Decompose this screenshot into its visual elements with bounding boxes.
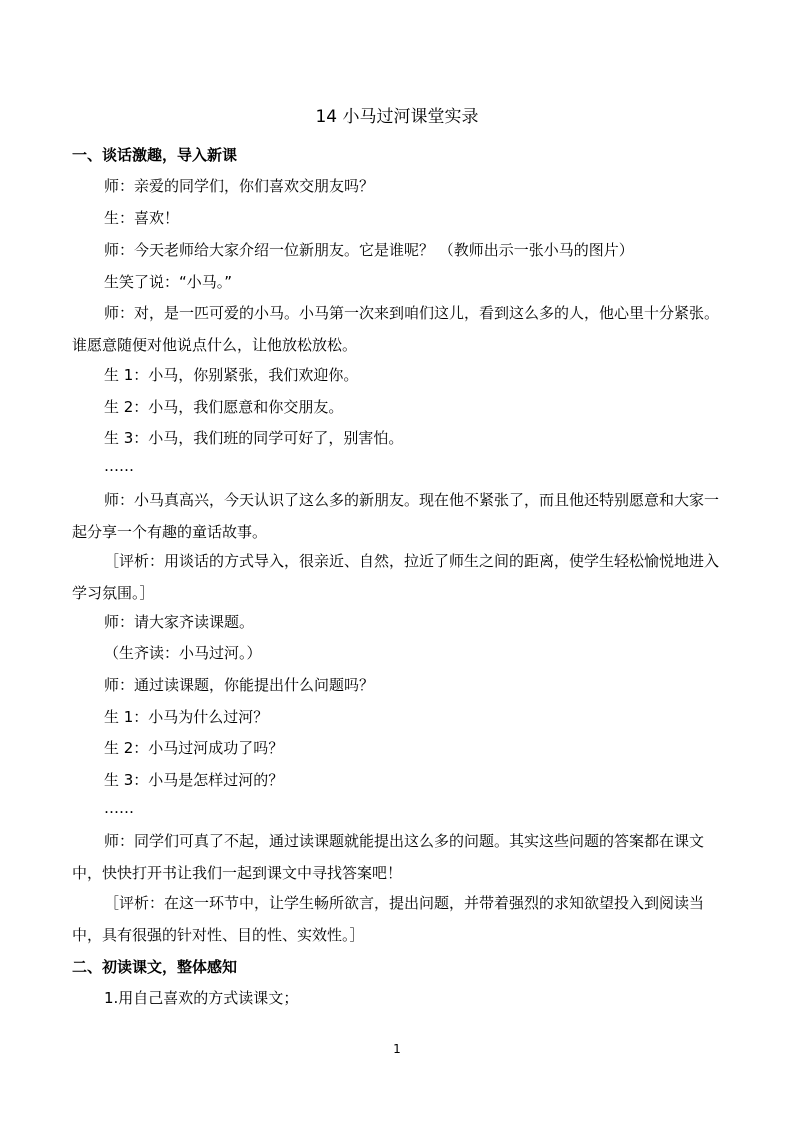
paragraph: 师：今天老师给大家介绍一位新朋友。它是谁呢？ （教师出示一张小马的图片） — [104, 241, 634, 259]
paragraph: 生 2：小马，我们愿意和你交朋友。 — [104, 398, 344, 416]
paragraph: 生：喜欢！ — [104, 209, 180, 227]
paragraph: 生 3：小马是怎样过河的？ — [104, 771, 284, 789]
paragraph: 师：同学们可真了不起，通过读课题就能提出这么多的问题。其实这些问题的答案都在课文中，快快打开书让我们一起到课文中寻找答案吧！ — [72, 832, 705, 882]
page-number: 1 — [393, 1042, 401, 1056]
paragraph: 生 2：小马过河成功了吗？ — [104, 739, 284, 757]
paragraph: 生 3：小马，我们班的同学可好了，别害怕。 — [104, 429, 404, 447]
paragraph: 师：亲爱的同学们，你们喜欢交朋友吗？ — [104, 177, 375, 195]
ellipsis: …… — [104, 457, 134, 475]
paragraph: 师：对，是一匹可爱的小马。小马第一次来到咱们这儿，看到这么多的人，他心里十分紧张。谁愿意随便对他说点什么，让他放松放松。 — [72, 304, 720, 354]
paragraph: 生 1：小马为什么过河？ — [104, 708, 269, 726]
paragraph: 生笑了说：“小马。” — [104, 273, 233, 291]
paragraph: 师：请大家齐读课题。 — [104, 613, 255, 631]
paragraph: 师：通过读课题，你能提出什么问题吗？ — [104, 676, 375, 694]
paragraph: 1.用自己喜欢的方式读课文； — [104, 989, 299, 1007]
section-heading-2: 二、初读课文，整体感知 — [72, 958, 238, 976]
commentary: ［评析：在这一环节中，让学生畅所欲言，提出问题，并带着强烈的求知欲望投入到阅读当中，具有很强的针对性、目的性、实效性。］ — [72, 894, 705, 944]
document-title: 14 小马过河课堂实录 — [315, 107, 479, 127]
commentary: ［评析：用谈话的方式导入，很亲近、自然，拉近了师生之间的距离，使学生轻松愉悦地进入学习氛围。］ — [72, 552, 720, 602]
section-heading-1: 一、谈话激趣，导入新课 — [72, 146, 238, 164]
paragraph: 生 1：小马，你别紧张，我们欢迎你。 — [104, 366, 359, 384]
paragraph: 师：小马真高兴，今天认识了这么多的新朋友。现在他不紧张了，而且他还特别愿意和大家一起分享一个有趣的童话故事。 — [72, 491, 720, 541]
paragraph: （生齐读：小马过河。） — [104, 644, 262, 662]
ellipsis: …… — [104, 799, 134, 817]
